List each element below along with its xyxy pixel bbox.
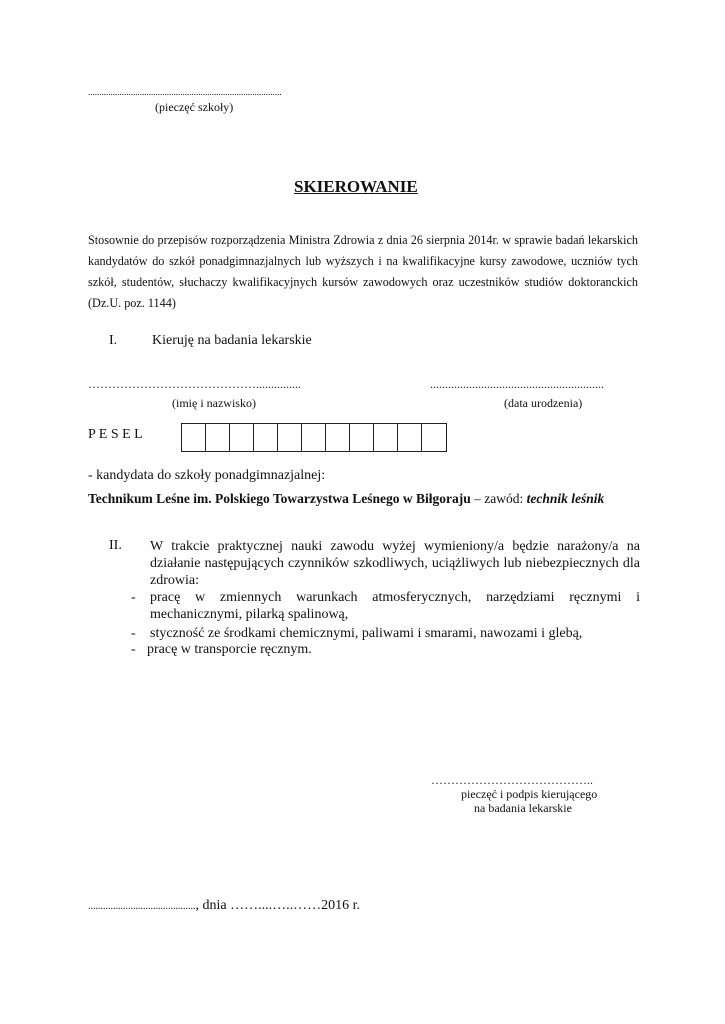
profession-name: technik leśnik	[526, 491, 605, 506]
hazard-item: styczność ze środkami chemicznymi, paliwami i smarami, nawozami i glebą,	[150, 626, 583, 641]
section1-numeral: I.	[109, 333, 118, 348]
pesel-digit-cell[interactable]	[422, 424, 446, 451]
place-date-line	[88, 898, 360, 914]
section2-numeral: II.	[109, 538, 122, 553]
date-text: , dnia ……....…..……2016 r.	[195, 898, 360, 913]
intro-text: Stosownie do przepisów rozporządzenia Ministra Zdrowia z dnia 26 sierpnia 2014r. w sprawie badań lekarskich kandydatów do szkół ponadgimnazjalnych lub wyższych i na kwalifikacyjne kursy zawodowe, uczniów tych szkół, studentów, słuchaczy kwalifikacyjnych kursów zawodowych oraz uczestników studiów doktoranckich (Dz.U. poz. 1144)	[88, 233, 638, 310]
profession-prefix: – zawód:	[470, 491, 527, 506]
signature-label-line2: na badania lekarskie	[474, 801, 572, 815]
hazard-bullet: -	[131, 590, 136, 605]
name-dots: ……………………………………...............	[88, 377, 301, 391]
pesel-digit-cell[interactable]	[206, 424, 230, 451]
name-label: (imię i nazwisko)	[172, 396, 256, 410]
stamp-dots: ......................................................................................	[88, 87, 282, 97]
school-name: Technikum Leśne im. Polskiego Towarzystwa Leśnego w Biłgoraju	[88, 491, 471, 506]
pesel-digit-cell[interactable]	[350, 424, 374, 451]
place-dots: ...........................................	[88, 901, 196, 912]
pesel-digit-cell[interactable]	[230, 424, 254, 451]
birth-date-label: (data urodzenia)	[504, 396, 583, 410]
school-line	[88, 491, 604, 507]
stamp-label: (pieczęć szkoły)	[155, 100, 234, 114]
pesel-digit-cell[interactable]	[254, 424, 278, 451]
hazard-item: pracę w transporcie ręcznym.	[147, 642, 312, 657]
pesel-digit-cell[interactable]	[374, 424, 398, 451]
pesel-digit-cell[interactable]	[326, 424, 350, 451]
pesel-input-grid[interactable]	[181, 423, 447, 452]
signature-label-line1: pieczęć i podpis kierującego	[461, 787, 598, 801]
pesel-label: P E S E L	[88, 427, 143, 442]
pesel-digit-cell[interactable]	[278, 424, 302, 451]
pesel-digit-cell[interactable]	[182, 424, 206, 451]
pesel-digit-cell[interactable]	[302, 424, 326, 451]
hazard-bullet: -	[131, 642, 136, 657]
section2-text: W trakcie praktycznej nauki zawodu wyżej wymieniony/a będzie narażony/a na działanie następujących czynników szkodliwych, uciążliwych lub niebezpiecznych dla zdrowia:	[150, 539, 640, 588]
hazard-bullet: -	[131, 626, 136, 641]
document-title: SKIEROWANIE	[294, 177, 418, 196]
section1-heading: Kieruję na badania lekarskie	[152, 333, 312, 348]
hazard-item: pracę w zmiennych warunkach atmosferycznych, narzędziami ręcznymi i mechanicznymi, pilarką spalinową,	[150, 590, 640, 622]
signature-dots: …………………………………..	[431, 773, 593, 787]
candidate-line: - kandydata do szkoły ponadgimnazjalnej:	[88, 468, 326, 483]
intro-paragraph	[88, 230, 638, 314]
pesel-digit-cell[interactable]	[398, 424, 422, 451]
birth-date-dots: ..........................................................	[430, 377, 604, 391]
